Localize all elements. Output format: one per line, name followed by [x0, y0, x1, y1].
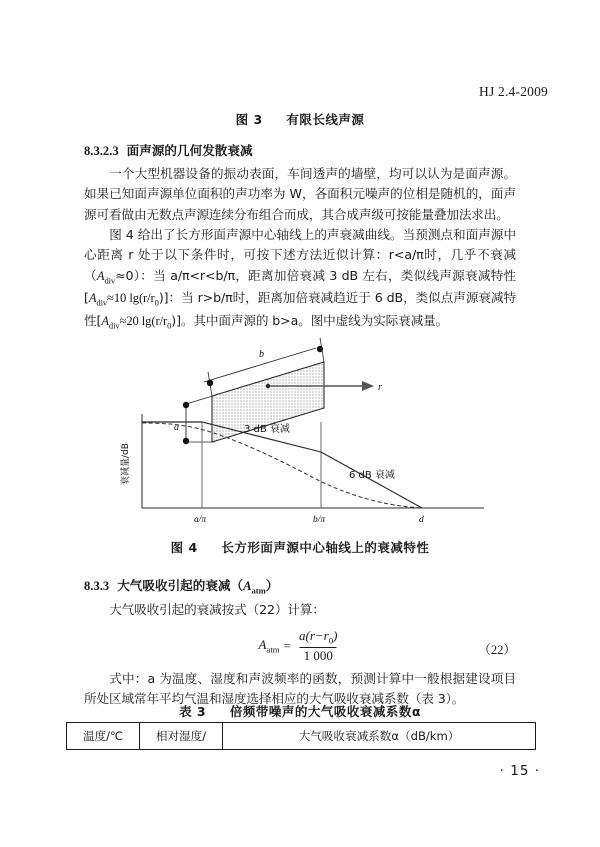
para2-sub-r0-a: 0 — [154, 297, 159, 308]
figure-4-graphic — [84, 310, 516, 532]
para2-segment-1: 图 4 给出了长方形面声源中心轴线上的声衰减曲线。当预测点和面声源中心距离 r 处于以下条件时，可按下述方法近似计算：r<a/π时，几乎不衰减（ — [84, 227, 516, 283]
section-8-3-3-title-part1: 大气吸收引起的衰减（ — [117, 578, 244, 593]
section-8-3-3-heading — [84, 577, 516, 597]
table-header-absorption-coefficient: 大气吸收衰减系数α（dB/km） — [223, 723, 536, 750]
figure-3-caption — [0, 110, 600, 128]
formula-lhs: $A_{atm}$ — [258, 637, 280, 655]
figure-4-label: 图 4 — [170, 540, 198, 555]
page-number: · 15 · — [499, 763, 540, 779]
label-a: a — [174, 422, 179, 433]
source-centre-point — [266, 384, 270, 388]
annotation-3db: 3 dB 衰减 — [244, 424, 290, 435]
formula-fraction — [295, 629, 342, 664]
para2-segment-4: )]：当 r>b/π时，距离加倍衰减趋近于 6 dB，类似点声源衰减特性[ — [84, 290, 516, 328]
table-3-label: 表 3 — [179, 704, 207, 719]
formula-22-number: （22） — [478, 642, 516, 657]
annotation-6db: 6 dB 衰减 — [349, 470, 395, 481]
chart-xtick-d: d — [419, 515, 424, 525]
symbol-adiv-3: $A_{div}$ — [101, 313, 120, 331]
formula-numerator: $a(r-r_0)$ — [299, 627, 338, 646]
formula-22 — [258, 629, 341, 664]
page-header-standard-code: HJ 2.4-2009 — [479, 84, 548, 99]
section-8-3-3-number: 8.3.3 — [84, 579, 110, 593]
para2-segment-5: ≈20 lg(r/r — [119, 313, 168, 328]
figure-3-label: 图 3 — [235, 112, 263, 127]
formula-22-row — [84, 627, 516, 669]
chart-xtick-b-over-pi: b/π — [313, 515, 326, 525]
paragraph-formula-explanation: 式中：a 为温度、湿度和声波频率的函数，预测计算中一般根据建设项目所处区域常年平均气温和湿度选择相应的大气吸收衰减系数（表 3）。 — [84, 670, 516, 707]
figure-3-title: 有限长线声源 — [286, 112, 365, 127]
section-8-3-2-3-title: 面声源的几何发散衰减 — [126, 143, 253, 158]
paragraph-formula-intro: 大气吸收引起的衰减按式（22）计算： — [109, 602, 325, 618]
curve-actual-dashed — [142, 423, 422, 508]
figure-4-svg — [84, 310, 516, 532]
para2-segment-6: )]。其中面声源的 b>a。图中虚线为实际衰减量。 — [171, 312, 449, 328]
section-8-3-2-3-heading — [84, 142, 516, 161]
section-8-3-3-title-part2: ） — [265, 578, 279, 593]
table-3-caption — [0, 702, 600, 720]
symbol-aatm-heading: $A_{atm}$ — [243, 579, 266, 596]
para2-sub-r0-b: 0 — [167, 320, 172, 331]
label-b: b — [259, 349, 264, 360]
table-3-wrapper — [66, 722, 536, 750]
table-header-humidity: 相对湿度/ — [140, 723, 223, 750]
label-r: r — [378, 382, 382, 393]
symbol-adiv-2: $A_{div}$ — [88, 291, 108, 308]
chart-xtick-a-over-pi: a/π — [194, 515, 207, 525]
table-header-temperature: 温度/℃ — [67, 723, 140, 750]
para2-segment-3: ≈10 lg(r/r — [107, 291, 155, 306]
para2-segment-2: ≈0）：当 a/π<r<b/π，距离加倍衰减 3 dB 左右，类似线声源衰减特性[ — [84, 267, 516, 306]
table-row-header — [67, 723, 536, 750]
section-8-3-2-3 — [84, 142, 516, 333]
dimension-dot-b-left — [207, 380, 213, 386]
table-3 — [66, 722, 536, 750]
formula-denominator: 1 000 — [300, 647, 337, 664]
section-8-3-3 — [84, 577, 516, 710]
chart-y-axis-label: 衰减量/dB — [121, 443, 131, 485]
axis-r-arrowhead — [362, 381, 374, 391]
dimension-dot-a-bottom — [183, 438, 189, 444]
dimension-dot-a-top — [183, 402, 189, 408]
paragraph-area-source-intro: 一个大型机器设备的振动表面，车间透声的墙壁，均可以认为是面声源。如果已知面声源单位面积的声功率为 W，各面积元噪声的位相是随机的，面声源可看做由无数点声源连续分布组合而成，其合成声级可按能量叠加法求出。 — [84, 165, 516, 222]
figure-4-caption — [0, 538, 600, 556]
figure-4-title: 长方形面声源中心轴线上的衰减特性 — [221, 540, 430, 555]
table-3-title: 倍频带噪声的大气吸收衰减系数α — [229, 704, 421, 719]
dimension-dot-b-right — [317, 346, 323, 352]
section-8-3-2-3-number: 8.3.2.3 — [84, 144, 119, 158]
symbol-adiv-1: $A_{div}$ — [96, 268, 116, 286]
formula-equals: = — [283, 638, 292, 654]
